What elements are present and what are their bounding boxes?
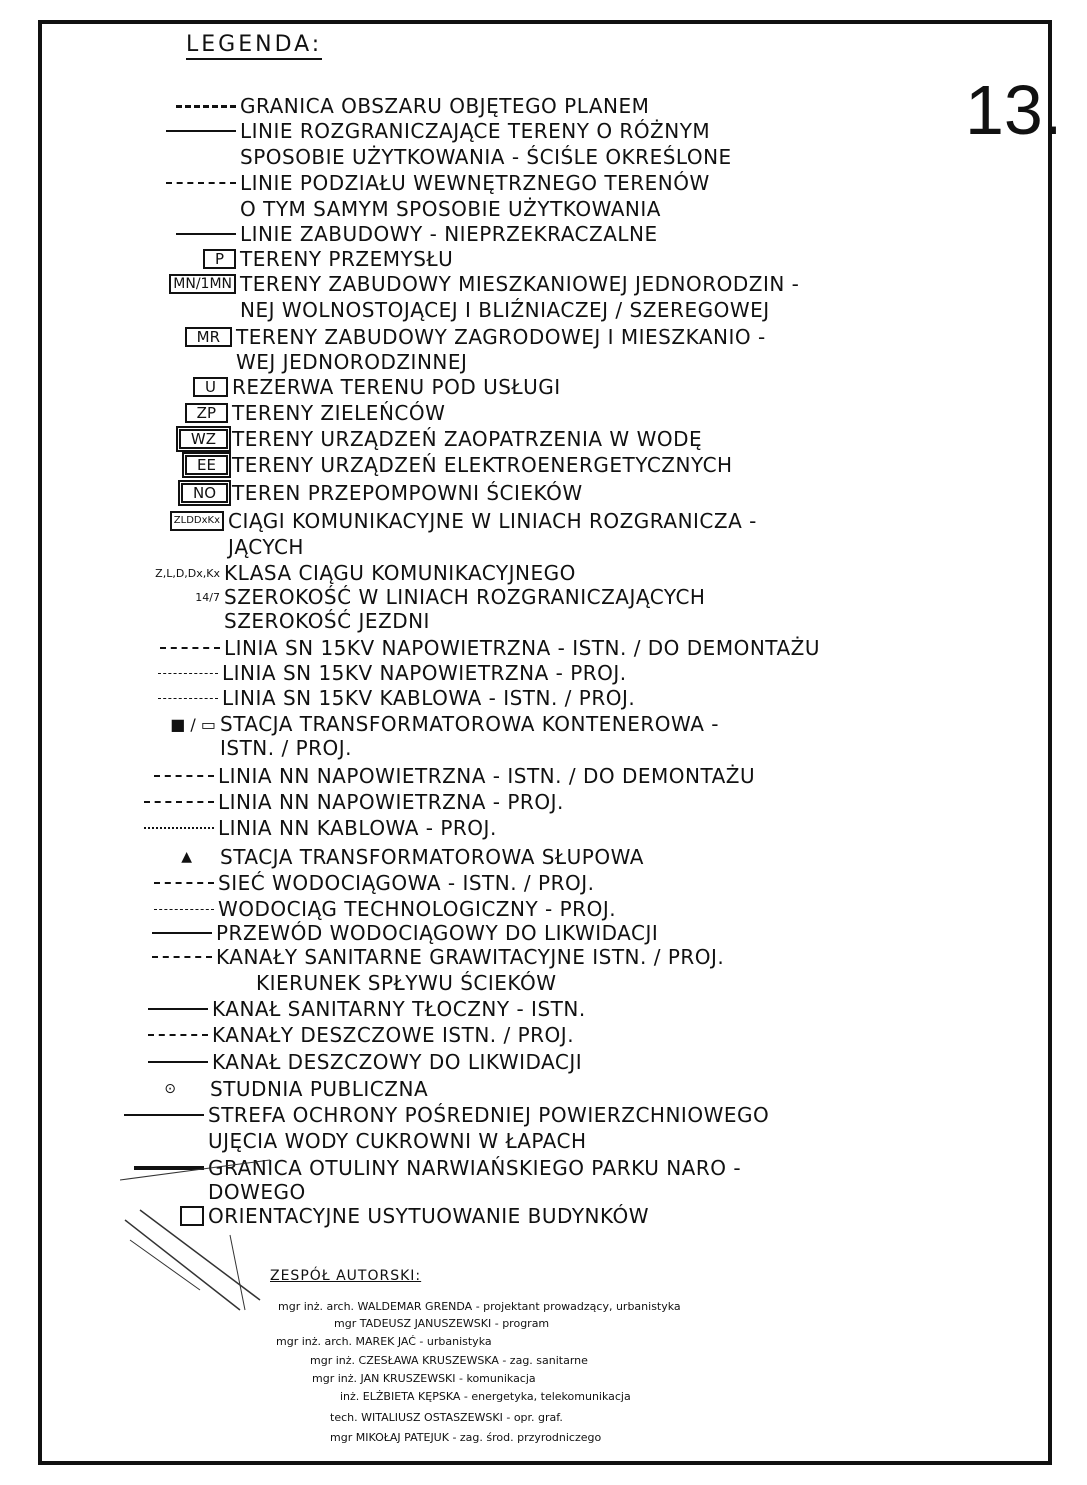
legend-text: TERENY URZĄDZEŃ ZAOPATRZENIA W WODĘ	[232, 427, 703, 451]
legend-text: TERENY PRZEMYSŁU	[240, 247, 454, 271]
legend-text: SIEĆ WODOCIĄGOWA - ISTN. / PROJ.	[218, 871, 595, 895]
legend-text: TERENY URZĄDZEŃ ELEKTROENERGETYCZNYCH	[232, 453, 733, 477]
legend-text: CIĄGI KOMUNIKACYJNE W LINIACH ROZGRANICZA -	[228, 509, 757, 533]
legend-text: ORIENTACYJNE USYTUOWANIE BUDYNKÓW	[208, 1204, 650, 1228]
legend-text: WEJ JEDNORODZINNEJ	[236, 350, 468, 374]
sn-overhead-line-icon	[124, 635, 224, 661]
legend-row-storm-removal	[112, 1049, 582, 1075]
power-zone-icon: EE	[132, 452, 232, 478]
author-line: mgr inż. arch. MAREK JAĆ - urbanistyka	[276, 1335, 492, 1348]
author-line: mgr inż. JAN KRUSZEWSKI - komunikacja	[312, 1372, 536, 1385]
legend-row-farmstead-cont	[136, 349, 467, 375]
legend-text: KLASA CIĄGU KOMUNIKACYJNEGO	[224, 561, 576, 585]
legend-row-flow-direction	[156, 970, 556, 996]
legend-row-carriageway	[124, 608, 430, 634]
legend-text: NEJ WOLNOSTOJĄCEJ I BLIŹNIACZEJ / SZEREGOWEJ	[240, 298, 770, 322]
legend-text: LINIA SN 15KV KABLOWA - ISTN. / PROJ.	[222, 686, 636, 710]
legend-row-water-network	[118, 870, 594, 896]
legend-text: KANAŁY DESZCZOWE ISTN. / PROJ.	[212, 1023, 575, 1047]
legend-text: O TYM SAMYM SPOSOBIE UŻYTKOWANIA	[240, 197, 661, 221]
legend-text: TERENY ZABUDOWY ZAGRODOWEJ I MIESZKANIO -	[236, 325, 766, 349]
water-removal-line-icon	[116, 920, 216, 946]
legend-row-building-lines	[140, 221, 658, 247]
tech-water-line-icon	[118, 896, 218, 922]
author-line: mgr TADEUSZ JANUSZEWSKI - program	[334, 1317, 550, 1330]
legend-row-nn-overhead	[118, 763, 755, 789]
legend-row-tech-water	[118, 896, 616, 922]
legend-row-road-class	[124, 560, 576, 586]
dashed-line-icon	[140, 170, 240, 196]
nn-overhead-line-icon	[118, 763, 218, 789]
industrial-zone-icon: P	[140, 246, 240, 272]
road-zone-icon: ZLDDxKx	[128, 508, 228, 534]
road-width-icon: 14/7	[195, 590, 220, 604]
legend-row-nn-cable	[118, 815, 497, 841]
legend-row-container-station-cont	[120, 735, 352, 761]
legend-row-farmstead	[136, 324, 766, 350]
author-line: mgr inż. arch. WALDEMAR GRENDA - projektant prowadzący, urbanistyka	[278, 1300, 681, 1313]
author-line: tech. WITALIUSZ OSTASZEWSKI - opr. graf.	[330, 1411, 563, 1424]
road-class-icon: Z,L,D,Dx,Kx	[155, 566, 220, 580]
legend-text: LINIA NN NAPOWIETRZNA - ISTN. / DO DEMONTAŻU	[218, 764, 756, 788]
solid-line-icon	[140, 118, 240, 144]
author-line: mgr inż. CZESŁAWA KRUSZEWSKA - zag. sanitarne	[310, 1354, 588, 1367]
legend-text: ISTN. / PROJ.	[220, 736, 353, 760]
legend-text: LINIE ZABUDOWY - NIEPRZEKRACZALNE	[240, 222, 658, 246]
legend-row-pumping-station	[132, 480, 583, 506]
legend-text: LINIA NN KABLOWA - PROJ.	[218, 816, 497, 840]
legend-row-road-width	[124, 584, 705, 610]
legend-row-greenery	[132, 400, 445, 426]
legend-row-industrial	[140, 246, 453, 272]
nn-overhead-proj-line-icon	[118, 789, 218, 815]
legend-row-services	[132, 374, 561, 400]
legend-row-sn-overhead	[124, 635, 820, 661]
sn-overhead-proj-line-icon	[122, 660, 222, 686]
storm-removal-line-icon	[112, 1049, 212, 1075]
legend-row-plan-boundary	[140, 93, 649, 119]
legend-row-protection-zone	[108, 1102, 769, 1128]
residential-zone-icon: MN/1MN	[140, 271, 240, 297]
legend-text: PRZEWÓD WODOCIĄGOWY DO LIKWIDACJI	[216, 921, 659, 945]
protection-zone-line-icon	[108, 1102, 208, 1128]
legend-text: TERENY ZIELEŃCÓW	[232, 401, 446, 425]
legend-row-boundary-lines	[140, 118, 710, 144]
greenery-zone-icon: ZP	[132, 400, 232, 426]
legend-row-water-removal	[116, 920, 658, 946]
legend-row-residential-cont	[140, 297, 770, 323]
legend-text: DOWEGO	[208, 1180, 306, 1204]
legend-row-well	[110, 1076, 428, 1102]
legend-text: GRANICA OBSZARU OBJĘTEGO PLANEM	[240, 94, 650, 118]
legend-row-internal-division	[140, 170, 710, 196]
legend-text: UJĘCIA WODY CUKROWNI W ŁAPACH	[208, 1129, 587, 1153]
container-station-icon: ■ / ▭	[170, 714, 216, 734]
author-line: inż. ELŻBIETA KĘPSKA - energetyka, telekomunikacja	[340, 1390, 631, 1403]
legend-text: LINIA SN 15KV NAPOWIETRZNA - ISTN. / DO DEMONTAŻU	[224, 636, 820, 660]
legend-row-sn-overhead-proj	[122, 660, 627, 686]
author-line: mgr MIKOŁAJ PATEJUK - zag. środ. przyrodniczego	[330, 1431, 602, 1444]
legend-text: KIERUNEK SPŁYWU ŚCIEKÓW	[256, 971, 557, 995]
legend-row-container-station	[120, 711, 719, 737]
legend-text: STREFA OCHRONY POŚREDNIEJ POWIERZCHNIOWEGO	[208, 1103, 770, 1127]
sanitary-pressure-line-icon	[112, 996, 212, 1022]
pole-station-icon: ▲	[181, 849, 192, 865]
authors-section	[270, 1268, 421, 1284]
sn-cable-line-icon	[122, 685, 222, 711]
legend-row-roads	[128, 508, 757, 534]
legend-text: LINIA NN NAPOWIETRZNA - PROJ.	[218, 790, 564, 814]
legend-row-power	[132, 452, 733, 478]
legend-text: KANAŁ DESZCZOWY DO LIKWIDACJI	[212, 1050, 583, 1074]
well-icon: ⊙	[164, 1081, 176, 1097]
legend-text: WODOCIĄG TECHNOLOGICZNY - PROJ.	[218, 897, 617, 921]
legend-text: LINIA SN 15KV NAPOWIETRZNA - PROJ.	[222, 661, 627, 685]
legend-text: STACJA TRANSFORMATOROWA SŁUPOWA	[220, 845, 644, 869]
legend-text: KANAŁY SANITARNE GRAWITACYJNE ISTN. / PROJ.	[216, 945, 725, 969]
legend-row-sn-cable	[122, 685, 635, 711]
storm-sewer-line-icon	[112, 1022, 212, 1048]
nn-cable-line-icon	[118, 815, 218, 841]
legend-text: GRANICA OTULINY NARWIAŃSKIEGO PARKU NARO -	[208, 1156, 742, 1180]
legend-text: TEREN PRZEPOMPOWNI ŚCIEKÓW	[232, 481, 583, 505]
legend-text: STACJA TRANSFORMATOROWA KONTENEROWA -	[220, 712, 719, 736]
authors-title: ZESPÓŁ AUTORSKI:	[270, 1268, 422, 1284]
legend-row-pole-station	[120, 844, 644, 870]
legend-row-boundary-lines-cont	[140, 144, 732, 170]
legend-text: REZERWA TERENU POD USŁUGI	[232, 375, 561, 399]
legend-text: KANAŁ SANITARNY TŁOCZNY - ISTN.	[212, 997, 586, 1021]
sheet-number: 13.	[965, 71, 1063, 149]
farmstead-zone-icon: MR	[136, 324, 236, 350]
legend-text: SZEROKOŚĆ JEZDNI	[224, 609, 430, 633]
legend-row-water-supply	[132, 426, 702, 452]
legend-row-internal-division-cont	[140, 196, 661, 222]
legend-text: LINIE PODZIAŁU WEWNĘTRZNEGO TERENÓW	[240, 171, 710, 195]
legend-row-residential	[140, 271, 799, 297]
legend-row-nn-overhead-proj	[118, 789, 564, 815]
legend-row-sanitary-gravity	[116, 944, 724, 970]
building-line-icon	[140, 221, 240, 247]
sanitary-gravity-line-icon	[116, 944, 216, 970]
services-zone-icon: U	[132, 374, 232, 400]
legend-row-sanitary-pressure	[112, 996, 586, 1022]
plan-boundary-line-icon	[140, 93, 240, 119]
water-supply-zone-icon: WZ	[132, 426, 232, 452]
legend-text: LINIE ROZGRANICZAJĄCE TERENY O RÓŻNYM	[240, 119, 711, 143]
legend-text: SPOSOBIE UŻYTKOWANIA - ŚCIŚLE OKREŚLONE	[240, 145, 732, 169]
pumping-station-zone-icon: NO	[132, 480, 232, 506]
legend-title: LEGENDA:	[186, 32, 323, 57]
sketch-lines-decoration	[120, 1140, 280, 1320]
legend-row-roads-cont	[128, 534, 304, 560]
legend-text: TERENY ZABUDOWY MIESZKANIOWEJ JEDNORODZIN -	[240, 272, 800, 296]
legend-text: SZEROKOŚĆ W LINIACH ROZGRANICZAJĄCYCH	[224, 585, 706, 609]
water-network-line-icon	[118, 870, 218, 896]
legend-text: STUDNIA PUBLICZNA	[210, 1077, 429, 1101]
legend-text: JĄCYCH	[228, 535, 304, 559]
legend-row-storm	[112, 1022, 574, 1048]
